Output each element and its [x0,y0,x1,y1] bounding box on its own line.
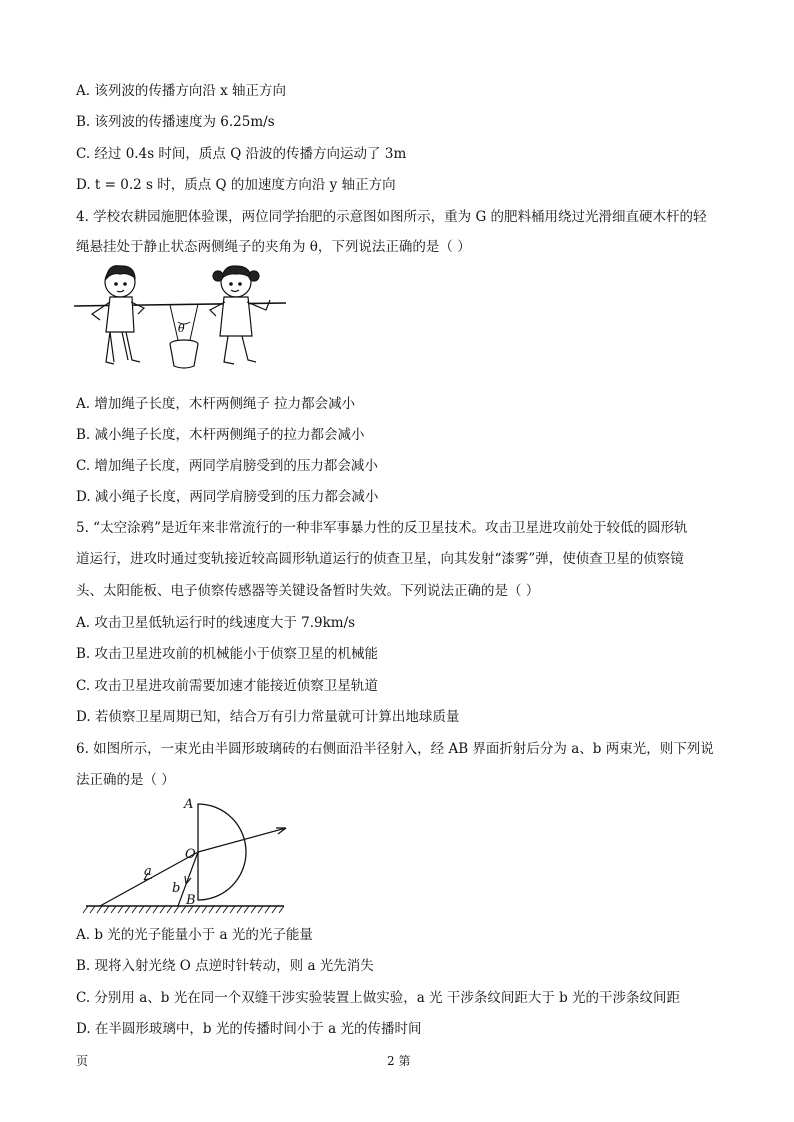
theta-label: θ [178,322,185,335]
label-a-point: A [184,797,194,812]
q6-stem-line-1: 6. 如图所示，一束光由半圆形玻璃砖的右侧面沿半径射入，经 AB 界面折射后分为 a、b 两束光，则下列说 [76,741,714,757]
label-o-point: O [185,847,196,862]
q4-option-d: D. 减小绳子长度，两同学肩膀受到的压力都会减小 [76,489,379,505]
q5-stem-line-2: 道运行，进攻时通过变轨接近较高圆形轨道运行的侦查卫星，向其发射“漆雾”弹，使侦查卫星的侦察镜 [76,551,684,567]
q4-option-b: B. 减小绳子长度，木杆两侧绳子的拉力都会减小 [76,427,365,443]
q5-stem-line-3: 头、太阳能板、电子侦察传感器等关键设备暂时失效。下列说法正确的是（ ） [76,583,540,599]
label-b-point: B [186,893,196,908]
bucket-shape [170,340,198,368]
q5-option-d: D. 若侦察卫星周期已知，结合万有引力常量就可计算出地球质量 [76,709,460,725]
footer-left: 页 [76,1054,89,1068]
q5-option-c: C. 攻击卫星进攻前需要加速才能接近侦察卫星轨道 [76,678,378,694]
q3-option-d: D. t = 0.2 s 时，质点 Q 的加速度方向沿 y 轴正方向 [76,177,396,193]
q3-option-a: A. 该列波的传播方向沿 x 轴正方向 [76,83,287,99]
students-carrying-bucket-figure [74,262,286,382]
q5-stem-line-1: 5. “太空涂鸦”是近年来非常流行的一种非军事暴力性的反卫星技术。攻击卫星进攻前处于较低的圆形轨 [76,520,688,536]
q6-option-d: D. 在半圆形玻璃中，b 光的传播时间小于 a 光的传播时间 [76,1021,422,1037]
semicircle-glass-shape [198,804,246,900]
semicircle-glass-refraction-figure [80,792,292,918]
ground-hatching [83,906,284,913]
q4-stem-line-1: 4. 学校农耕园施肥体验课，两位同学抬肥的示意图如图所示，重为 G 的肥料桶用绕过光滑细直硬木杆的轻 [76,209,707,225]
q3-option-b: B. 该列波的传播速度为 6.25m/s [76,114,275,130]
boy-figure [92,266,144,364]
q6-option-c: C. 分别用 a、b 光在同一个双缝干涉实验装置上做实验，a 光 干涉条纹间距大于 b 光的干涉条纹间距 [76,990,681,1006]
q5-option-a: A. 攻击卫星低轨运行时的线速度大于 7.9km/s [76,615,356,631]
label-ray-b: b [172,881,181,896]
q4-option-c: C. 增加绳子长度，两同学肩膀受到的压力都会减小 [76,458,378,474]
q6-stem-line-2: 法正确的是（ ） [76,772,175,788]
q6-option-b: B. 现将入射光绕 O 点逆时针转动，则 a 光先消失 [76,958,374,974]
label-ray-a: a [144,864,152,879]
q5-option-b: B. 攻击卫星进攻前的机械能小于侦察卫星的机械能 [76,646,379,662]
footer-page-number: 2 第 [387,1054,411,1068]
q3-option-c: C. 经过 0.4s 时间，质点 Q 沿波的传播方向运动了 3m [76,146,407,162]
girl-figure [210,266,270,364]
q4-option-a: A. 增加绳子长度，木杆两侧绳子 拉力都会减小 [76,396,356,412]
q4-stem-line-2: 绳悬挂处于静止状态两侧绳子的夹角为 θ，下列说法正确的是（ ） [76,239,471,255]
q6-option-a: A. b 光的光子能量小于 a 光的光子能量 [76,927,313,943]
